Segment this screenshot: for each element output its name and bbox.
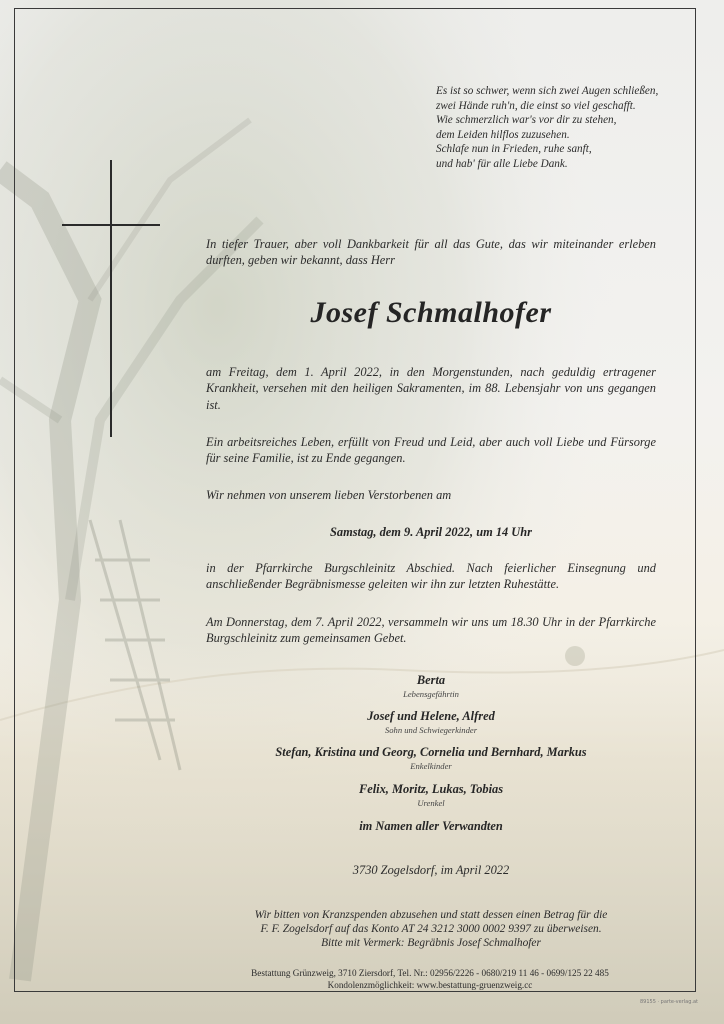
farewell-intro: Wir nehmen von unserem lieben Verstorbenen am	[206, 488, 452, 502]
mourner-names: Stefan, Kristina und Georg, Cornelia und Bernhard, Markus	[275, 745, 587, 759]
mourner-names: Josef und Helene, Alfred	[367, 709, 495, 723]
donation-line: Wir bitten von Kranzspenden abzusehen und statt dessen einen Betrag für die	[254, 909, 608, 921]
undertaker-contact: Bestattung Grünzweig, 3710 Ziersdorf, Tel. Nr.: 02956/2226 - 0680/219 11 46 - 0699/125 22 485	[251, 968, 609, 978]
mourner-relation: Lebensgefährtin	[403, 689, 459, 699]
mourner-names: Felix, Moritz, Lukas, Tobias	[358, 782, 504, 796]
poem-line: Schlafe nun in Frieden, ruhe sanft,	[436, 143, 592, 156]
poem-line: und hab' für alle Liebe Dank.	[436, 157, 568, 170]
donation-line: Bitte mit Vermerk: Begräbnis Josef Schmalhofer	[321, 937, 541, 949]
death-text: am Freitag, dem 1. April 2022, in den Morgenstunden, nach geduldig ertragener Krankheit, versehen mit den heiligen Sakramenten, im 88. Lebensjahr von uns gegangen ist.	[206, 365, 656, 412]
poem-line: zwei Hände ruh'n, die einst so viel geschafft.	[436, 99, 636, 112]
print-code: 89155 · parte-verlag.at	[640, 999, 699, 1005]
mourner-relation: Urenkel	[417, 798, 445, 808]
poem-line: dem Leiden hilflos zuzusehen.	[436, 128, 570, 141]
poem-line: Wie schmerzlich war's vor dir zu stehen,	[436, 114, 617, 127]
donation-note	[206, 908, 656, 950]
life-text: Ein arbeitsreiches Leben, erfüllt von Freud und Leid, aber auch voll Liebe und Fürsorge für seine Familie, ist zu Ende gegangen.	[206, 435, 656, 466]
intro-text: In tiefer Trauer, aber voll Dankbarkeit für all das Gute, das wir miteinander erleben durften, geben wir bekannt, dass Herr	[206, 237, 656, 268]
prayer-text: Am Donnerstag, dem 7. April 2022, versammeln wir uns um 18.30 Uhr in der Pfarrkirche Burgschleinitz zum gemeinsamen Gebet.	[206, 615, 656, 646]
funeral-place: in der Pfarrkirche Burgschleinitz Abschied. Nach feierlicher Einsegnung und anschließender Begräbnismesse geleiten wir ihn zur letzten Ruhestätte.	[206, 561, 656, 592]
condolence-website: Kondolenzmöglichkeit: www.bestattung-gruenzweig.cc	[327, 980, 533, 990]
relatives-line: im Namen aller Verwandten	[359, 819, 503, 833]
cross-icon	[110, 160, 112, 437]
mourner-relation: Enkelkinder	[410, 761, 452, 771]
poem-line: Es ist so schwer, wenn sich zwei Augen schließen,	[436, 85, 659, 97]
cross-icon-bar	[62, 224, 160, 226]
place-date: 3730 Zogelsdorf, im April 2022	[352, 863, 510, 877]
mourner-names: Berta	[416, 673, 446, 687]
deceased-name: Josef Schmalhofer	[310, 296, 552, 329]
funeral-date: Samstag, dem 9. April 2022, um 14 Uhr	[330, 525, 532, 539]
poem	[436, 84, 686, 172]
donation-line: F. F. Zogelsdorf auf das Konto AT 24 3212 3000 0002 9397 zu überweisen.	[260, 923, 602, 935]
mourner-relation: Sohn und Schwiegerkinder	[384, 725, 478, 735]
